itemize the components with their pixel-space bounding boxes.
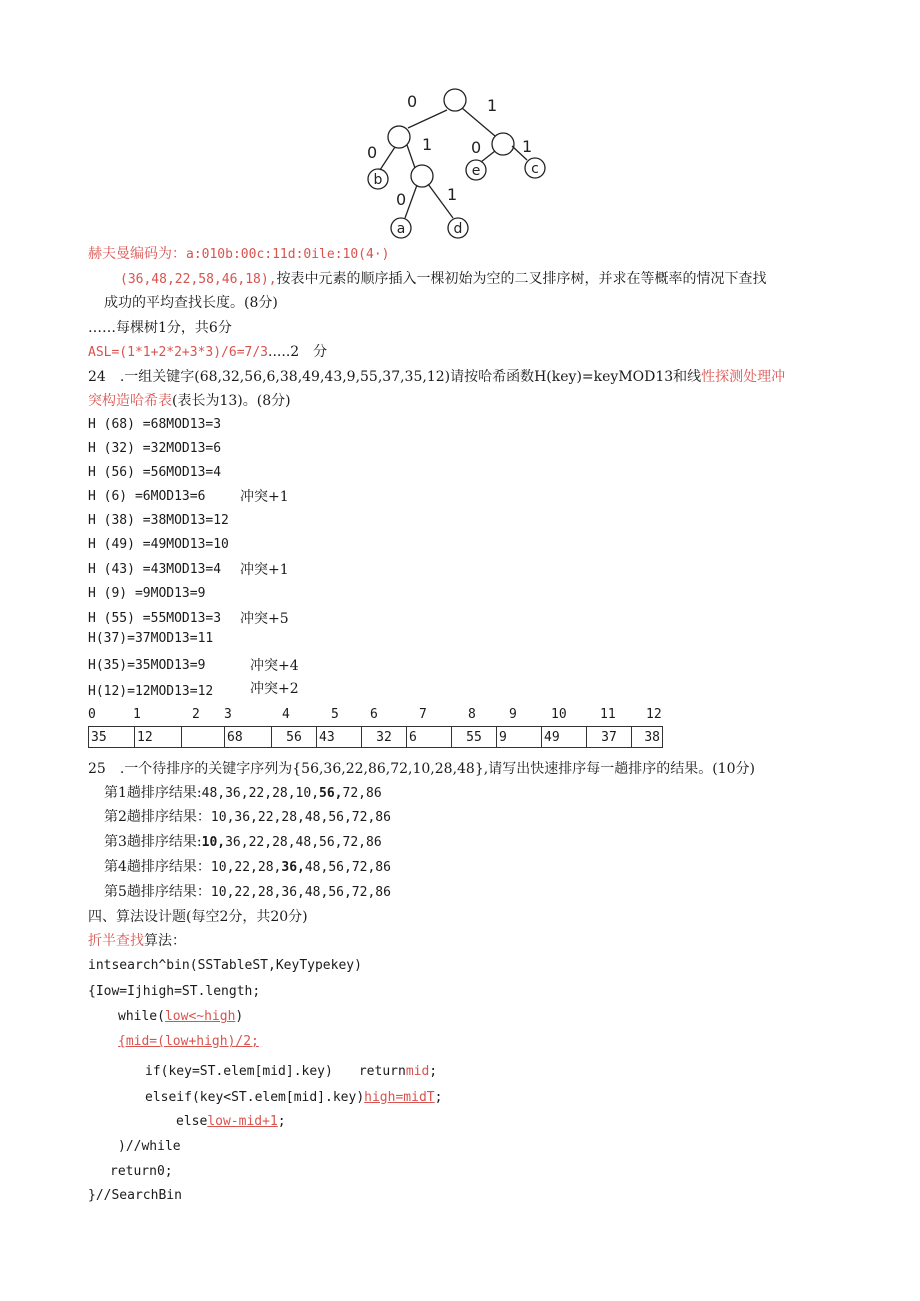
pivot-value: 10, <box>201 835 226 850</box>
algorithm-suffix: 算法： <box>144 933 186 949</box>
q24-table-length: (表长为13)。(8分) <box>172 393 291 409</box>
edge-label: 0 <box>396 190 407 209</box>
table-index: 10 <box>551 707 567 722</box>
code-line <box>118 1009 243 1024</box>
q23-sequence: (36,48,22,58,46,18), <box>120 272 277 287</box>
table-cell <box>182 727 225 748</box>
code-line: )//while <box>118 1139 181 1154</box>
code-answer: low<~high <box>164 1009 236 1024</box>
pass-values: 48,36,22,28,10, <box>201 786 320 801</box>
pass-label: 第2趟排序结果： <box>104 809 211 825</box>
table-index: 5 <box>331 707 339 722</box>
q23-asl <box>88 343 327 362</box>
table-index: 1 <box>133 707 141 722</box>
code-text: else <box>176 1114 208 1129</box>
q24-text: 24 .一组关键字(68,32,56,6,38,49,43,9,55,37,35,12)请按哈希函数H(key)=keyMOD13和线 <box>88 369 702 385</box>
table-index: 11 <box>600 707 616 722</box>
table-cell: 38 <box>632 727 663 748</box>
table-index: 12 <box>646 707 662 722</box>
hash-table-indices <box>88 707 663 723</box>
code-text: while( <box>118 1009 165 1024</box>
table-cell: 55 <box>452 727 497 748</box>
edge-label: 0 <box>407 92 418 111</box>
pass-values: 48,56,72,86 <box>304 860 391 875</box>
collision-note: 冲突+4 <box>250 658 299 674</box>
table-cell: 43 <box>317 727 362 748</box>
sort-pass <box>104 833 382 852</box>
code-line: intsearch^bin(SSTableST,KeyTypekey) <box>88 958 362 973</box>
q25-heading: 25 .一个待排序的关键字序列为{56,36,22,86,72,10,28,48},请写出快速排序每一趟排序的结果。(10分) <box>88 761 755 777</box>
table-index: 9 <box>509 707 517 722</box>
sort-pass <box>104 808 391 827</box>
huffman-code-line <box>88 245 390 264</box>
table-cell: 35 <box>89 727 135 748</box>
huffman-tree-diagram <box>355 80 560 245</box>
edge-label: 0 <box>471 138 482 157</box>
code-answer: low-mid+1 <box>207 1114 278 1129</box>
pivot-value: 56, <box>319 786 343 801</box>
pass-label: 第5趟排序结果： <box>104 884 211 900</box>
pass-label: 第4趟排序结果： <box>104 859 211 875</box>
leaf-label: d <box>453 221 463 237</box>
leaf-label: c <box>531 161 539 177</box>
code-text: if(key=ST.elem[mid].key) return <box>145 1064 406 1079</box>
pass-label: 第3趟排序结果: <box>104 834 202 850</box>
table-index: 3 <box>224 707 232 722</box>
hash-calc: H (32) =32MOD13=6 <box>88 441 222 456</box>
pass-values: 72,86 <box>342 786 382 801</box>
edge-label: 1 <box>422 135 433 154</box>
code-text: elseif(key<ST.elem[mid].key) <box>145 1090 365 1105</box>
collision-note: 冲突+5 <box>240 611 289 627</box>
pass-values: 36,22,28,48,56,72,86 <box>225 835 382 850</box>
pass-values: 10,22,28,36,48,56,72,86 <box>210 885 391 900</box>
huffman-code: a:010b:00c:11d:0ile:10(4·) <box>186 247 390 262</box>
collision-note: 冲突+1 <box>240 562 289 578</box>
sort-pass <box>104 858 391 877</box>
code-answer: {mid=(low+high)/2; <box>118 1034 259 1049</box>
code-line <box>145 1060 437 1079</box>
table-cell: 49 <box>542 727 587 748</box>
section-title: 四、算法设计题(每空2分，共20分) <box>88 909 308 925</box>
table-cell: 12 <box>135 727 182 748</box>
code-line: }//SearchBin <box>88 1188 182 1203</box>
q24-heading-line2 <box>88 392 291 410</box>
pass-values: 10,36,22,28,48,56,72,86 <box>210 810 391 825</box>
hash-table <box>88 726 663 748</box>
q23-text: 按表中元素的顺序插入一棵初始为空的二叉排序树，并求在等概率的情况下查找 <box>276 271 767 287</box>
table-cell: 32 <box>362 727 407 748</box>
table-index: 8 <box>468 707 476 722</box>
hash-calc: H (38) =38MOD13=12 <box>88 513 229 528</box>
hash-calc: H (49) =49MOD13=10 <box>88 537 229 552</box>
code-text: ) <box>235 1009 244 1024</box>
hash-calc: H (6) =6MOD13=6 <box>88 489 206 504</box>
hash-calc: H(37)=37MOD13=11 <box>88 631 214 646</box>
code-text: ; <box>277 1114 286 1129</box>
hash-calc: H (68) =68MOD13=3 <box>88 417 222 432</box>
algorithm-name: 折半查找 <box>88 933 144 949</box>
table-index: 6 <box>370 707 378 722</box>
code-text: ; <box>429 1064 438 1079</box>
hash-calc: H (56) =56MOD13=4 <box>88 465 222 480</box>
table-index: 2 <box>192 707 200 722</box>
code-line <box>145 1090 442 1105</box>
hash-calc: H (55) =55MOD13=3 <box>88 611 222 626</box>
huffman-prefix: 赫夫曼编码为： <box>88 246 186 262</box>
sort-pass <box>104 883 391 902</box>
sort-pass <box>104 784 382 803</box>
table-cell: 56 <box>272 727 317 748</box>
algorithm-title <box>88 932 186 950</box>
q23-line1 <box>120 270 767 289</box>
hash-calc: H (9) =9MOD13=9 <box>88 586 206 601</box>
code-line <box>176 1114 286 1129</box>
asl-formula: ASL=(1*1+2*2+3*3)/6=7/3 <box>88 345 269 360</box>
collision-note: 冲突+2 <box>250 681 299 697</box>
q24-method: 性探测处理冲 <box>701 369 786 385</box>
pivot-value: 36, <box>281 860 305 875</box>
q23-line2: 成功的平均查找长度。(8分) <box>104 295 278 311</box>
hash-calc: H(12)=12MOD13=12 <box>88 684 214 699</box>
leaf-label: e <box>471 163 481 179</box>
code-line <box>118 1034 259 1049</box>
table-index: 4 <box>282 707 290 722</box>
hash-calc: H(35)=35MOD13=9 <box>88 658 206 673</box>
code-answer: high=midT <box>364 1090 435 1105</box>
code-line: return0; <box>110 1164 173 1179</box>
edge-label: 0 <box>367 143 378 162</box>
edge-label: 1 <box>522 137 533 156</box>
edge-label: 1 <box>487 96 498 115</box>
table-cell: 6 <box>407 727 452 748</box>
pass-label: 第1趟排序结果: <box>104 785 202 801</box>
hash-calc: H (43) =43MOD13=4 <box>88 562 222 577</box>
q24-heading <box>88 368 785 386</box>
code-text: ; <box>434 1090 443 1105</box>
leaf-label: b <box>373 172 383 188</box>
table-index: 7 <box>419 707 427 722</box>
q24-method-cont: 突构造哈希表 <box>88 393 172 409</box>
leaf-label: a <box>396 221 406 237</box>
pass-values: 10,22,28, <box>210 860 282 875</box>
table-row <box>89 727 663 748</box>
collision-note: 冲突+1 <box>240 489 289 505</box>
code-line: {Iow=Ijhigh=ST.length; <box>88 984 261 999</box>
table-cell: 37 <box>587 727 632 748</box>
edge-label: 1 <box>447 185 458 204</box>
table-cell: 9 <box>497 727 542 748</box>
asl-score: .....2 分 <box>268 344 328 360</box>
table-cell: 68 <box>225 727 272 748</box>
table-index: 0 <box>88 707 96 722</box>
code-answer: mid <box>405 1064 430 1079</box>
q23-grading-note: ……每棵树1分，共6分 <box>88 320 232 336</box>
